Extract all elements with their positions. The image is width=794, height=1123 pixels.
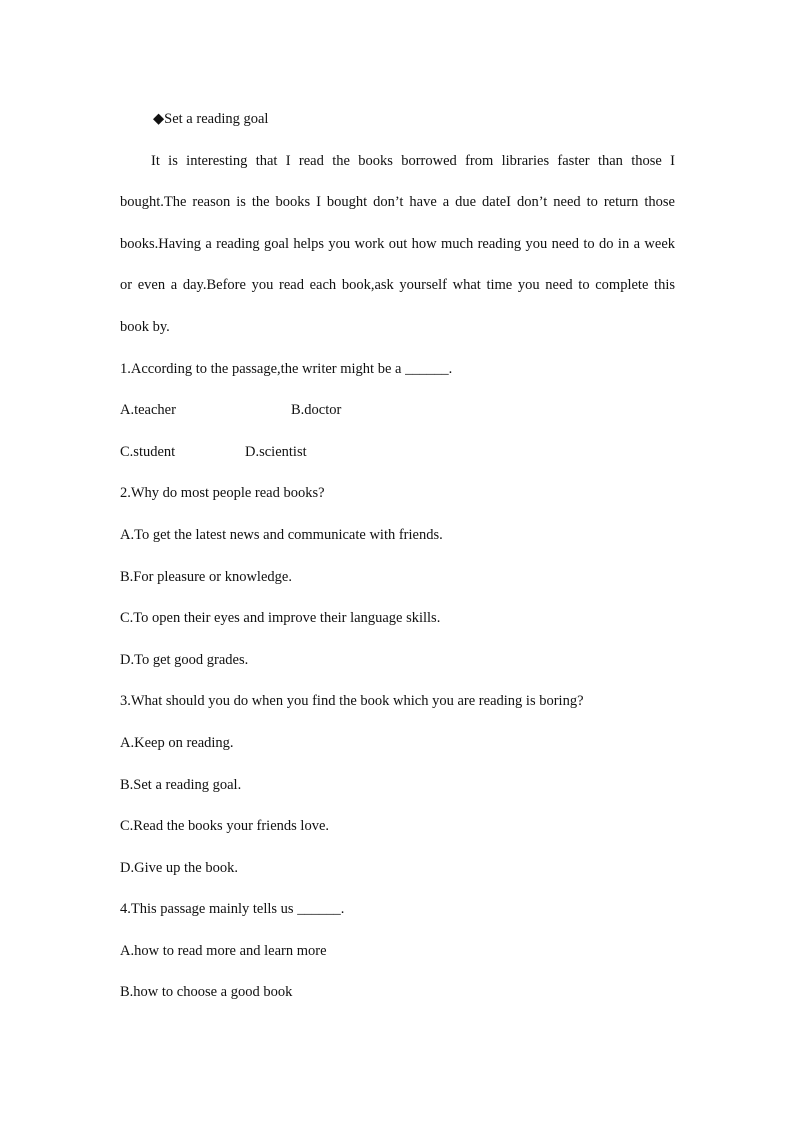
passage-paragraph: It is interesting that I read the books borrowed from libraries faster than those I bought.The reason is the books I bought don’t have a due dateI don’t need to return those books.Having a reading goal helps you work out how much reading you need to do in a week or even a day.Before you read each book,ask yourself what time you need to complete this book by. xyxy=(120,152,675,335)
question-1-options-row-2 xyxy=(120,432,675,474)
question-3-option-a: A.Keep on reading. xyxy=(120,734,234,751)
question-4-option-a: A.how to read more and learn more xyxy=(120,942,327,959)
section-heading: ◆Set a reading goal xyxy=(153,111,269,127)
question-1-option-b: B.doctor xyxy=(291,402,342,419)
question-3-stem: 3.What should you do when you find the book which you are reading is boring? xyxy=(120,693,584,710)
question-1-options-row-1 xyxy=(120,390,675,432)
question-3-option-d: D.Give up the book. xyxy=(120,859,238,876)
question-4-option-b: B.how to choose a good book xyxy=(120,984,293,1001)
question-2-option-b: B.For pleasure or knowledge. xyxy=(120,568,292,585)
question-4-stem: 4.This passage mainly tells us ______. xyxy=(120,901,345,918)
page-content xyxy=(120,99,675,1014)
question-3-option-b: B.Set a reading goal. xyxy=(120,776,242,793)
question-2-option-c: C.To open their eyes and improve their language skills. xyxy=(120,610,441,627)
question-3-option-c: C.Read the books your friends love. xyxy=(120,818,330,835)
question-2-stem: 2.Why do most people read books? xyxy=(120,485,325,502)
question-1-option-d: D.scientist xyxy=(245,443,307,460)
question-1-stem: 1.According to the passage,the writer might be a ______. xyxy=(120,360,453,377)
question-2-option-a: A.To get the latest news and communicate with friends. xyxy=(120,526,443,543)
question-1-option-c: C.student xyxy=(120,443,176,460)
question-2-option-d: D.To get good grades. xyxy=(120,651,249,668)
question-1-option-a: A.teacher xyxy=(120,402,176,419)
